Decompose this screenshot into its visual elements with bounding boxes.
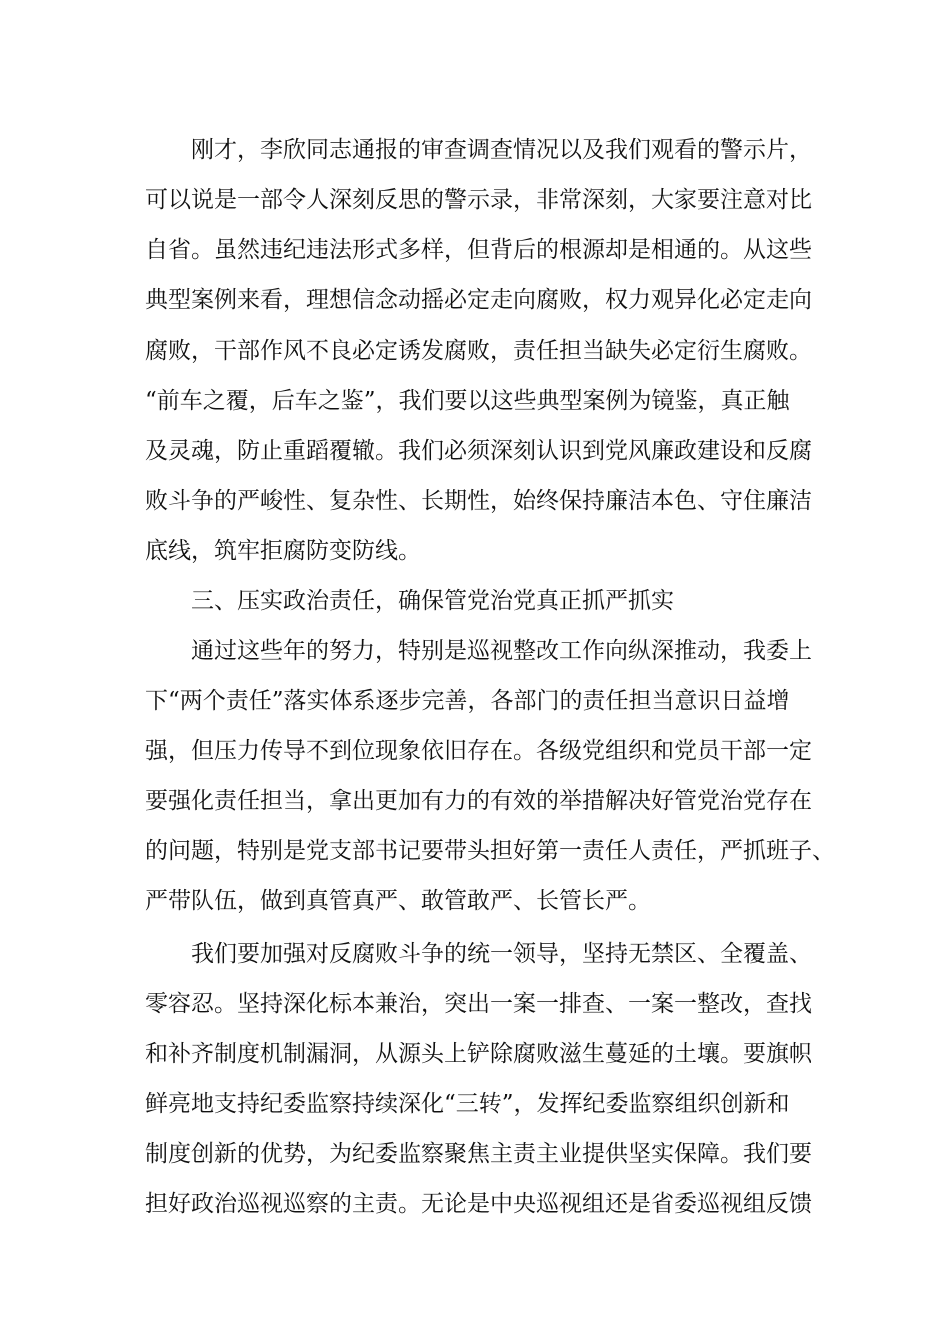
paragraph-line: 要强化责任担当，拿出更加有力的有效的举措解决好管党治党存在 (145, 788, 812, 814)
paragraph-line: 自省。虽然违纪违法形式多样，但背后的根源却是相通的。从这些 (145, 237, 812, 263)
paragraph-line: 可以说是一部令人深刻反思的警示录，非常深刻，大家要注意对比 (145, 187, 812, 213)
paragraph-line: 腐败，干部作风不良必定诱发腐败，责任担当缺失必定衍生腐败。 (145, 338, 812, 364)
paragraph-line: “前车之覆，后车之鉴”，我们要以这些典型案例为镜鉴，真正触 (145, 388, 790, 414)
paragraph-line: 强，但压力传导不到位现象依旧存在。各级党组织和党员干部一定 (145, 738, 812, 764)
section-heading: 三、压实政治责任，确保管党治党真正抓严抓实 (191, 588, 674, 614)
paragraph-line: 制度创新的优势，为纪委监察聚焦主责主业提供坚实保障。我们要 (145, 1141, 812, 1167)
paragraph-line: 败斗争的严峻性、复杂性、长期性，始终保持廉洁本色、守住廉洁 (145, 488, 812, 514)
paragraph-line: 我们要加强对反腐败斗争的统一领导，坚持无禁区、全覆盖、 (191, 941, 812, 967)
paragraph-line: 和补齐制度机制漏洞，从源头上铲除腐败滋生蔓延的土壤。要旗帜 (145, 1041, 812, 1067)
paragraph-line: 典型案例来看，理想信念动摇必定走向腐败，权力观异化必定走向 (145, 287, 812, 313)
paragraph-line: 的问题，特别是党支部书记要带头担好第一责任人责任，严抓班子、 (145, 838, 835, 864)
paragraph-line: 零容忍。坚持深化标本兼治，突出一案一排查、一案一整改，查找 (145, 991, 812, 1017)
paragraph-line: 鲜亮地支持纪委监察持续深化“三转”，发挥纪委监察组织创新和 (145, 1091, 790, 1117)
paragraph-line: 刚才，李欣同志通报的审查调查情况以及我们观看的警示片， (191, 137, 812, 163)
paragraph-line: 严带队伍，做到真管真严、敢管敢严、长管长严。 (145, 888, 651, 914)
paragraph-line: 担好政治巡视巡察的主责。无论是中央巡视组还是省委巡视组反馈 (145, 1191, 812, 1217)
paragraph-line: 通过这些年的努力，特别是巡视整改工作向纵深推动，我委上 (191, 638, 812, 664)
paragraph-line: 下“两个责任”落实体系逐步完善，各部门的责任担当意识日益增 (145, 688, 790, 714)
paragraph-line: 底线，筑牢拒腐防变防线。 (145, 538, 421, 564)
paragraph-line: 及灵魂，防止重蹈覆辙。我们必须深刻认识到党风廉政建设和反腐 (145, 438, 812, 464)
